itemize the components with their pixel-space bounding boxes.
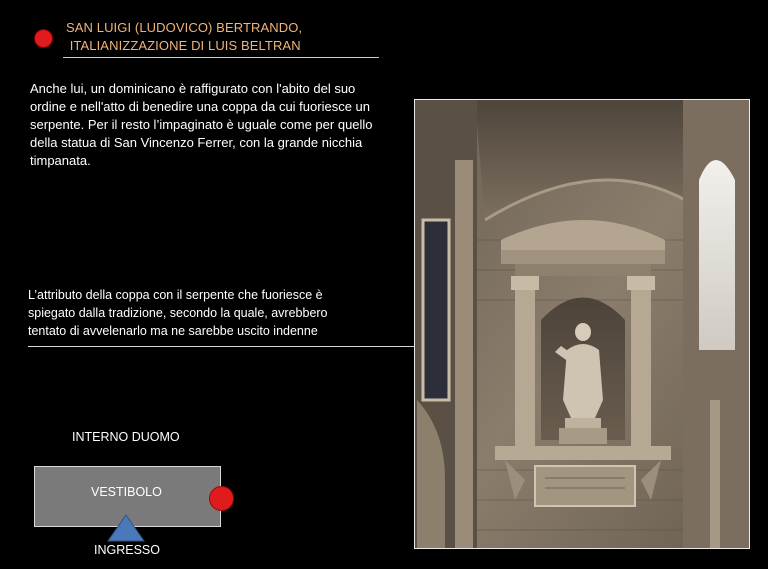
- statue-niche-photo: [414, 99, 750, 549]
- paragraph-line: spiegato dalla tradizione, secondo la quale, avrebbero: [28, 306, 328, 320]
- title-line-1: SAN LUIGI (LUDOVICO) BERTRANDO,: [66, 20, 303, 35]
- red-dot-icon: [34, 29, 53, 48]
- paragraph-line: L’attributo della coppa con il serpente che fuoriesce è: [28, 288, 323, 302]
- paragraph-line: tentato di avvelenarlo ma ne sarebbe uscito indenne: [28, 324, 318, 338]
- vestibolo-label: VESTIBOLO: [91, 485, 162, 499]
- plan-label-interno-duomo: INTERNO DUOMO: [72, 430, 180, 444]
- entry-triangle-icon: [107, 514, 145, 542]
- attribute-paragraph: [28, 286, 398, 340]
- title-underline: [63, 57, 379, 58]
- red-dot-icon: [209, 486, 234, 511]
- plan-label-ingresso: INGRESSO: [94, 543, 160, 557]
- paragraph-line: serpente. Per il resto l’impaginato è uguale come per quello: [30, 117, 373, 132]
- paragraph-line: timpanata.: [30, 153, 91, 168]
- paragraph-line: della statua di San Vincenzo Ferrer, con la grande nicchia: [30, 135, 363, 150]
- paragraph-line: ordine e nell'atto di benedire una coppa da cui fuoriesce un: [30, 99, 370, 114]
- pointer-line: [28, 346, 454, 347]
- title-line-2: ITALIANIZZAZIONE DI LUIS BELTRAN: [66, 38, 301, 53]
- paragraph-line: Anche lui, un dominicano è raffigurato con l'abito del suo: [30, 81, 356, 96]
- description-paragraph: [30, 80, 400, 170]
- slide-title: [66, 19, 386, 55]
